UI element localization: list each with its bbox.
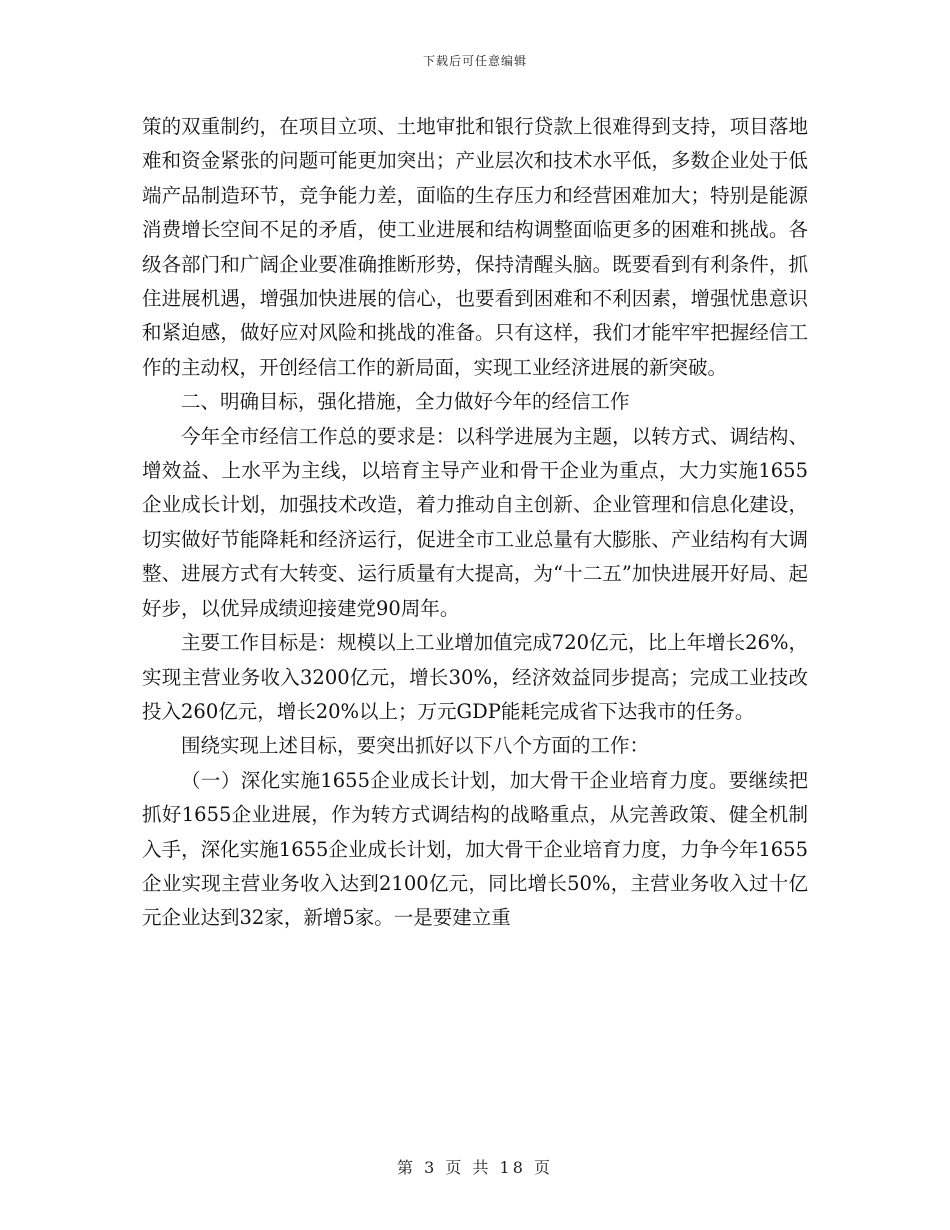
page-header: 下载后可任意编辑 xyxy=(422,54,527,68)
paragraph-main-targets: 主要工作目标是：规模以上工业增加值完成720亿元，比上年增长26%，实现主营业务收入3200亿元，增长30%，经济效益同步提高；完成工业技改投入260亿元，增长20%以上；万元GDP能耗完成省下达我市的任务。 xyxy=(142,631,808,723)
paragraph-task-one: （一）深化实施1655企业成长计划，加大骨干企业培育力度。要继续把抓好1655企业进展，作为转方式调结构的战略重点，从完善政策、健全机制入手，深化实施1655企业成长计划，加大骨干企业培育力度，力争今年1655企业实现主营业务收入达到2100亿元，同比增长50%，主营业务收入过十亿元企业达到32家，新增5家。一是要建立重 xyxy=(142,768,808,930)
paragraph-continuation: 策的双重制约，在项目立项、土地审批和银行贷款上很难得到支持，项目落地难和资金紧张的问题可能更加突出；产业层次和技术水平低，多数企业处于低端产品制造环节，竞争能力差，面临的生存压力和经营困难加大；特别是能源消费增长空间不足的矛盾，使工业进展和结构调整面临更多的困难和挑战。各级各部门和广阔企业要准确推断形势，保持清醒头脑。既要看到有利条件，抓住进展机遇，增强加快进展的信心，也要看到困难和不利因素，增强忧患意识和紧迫感，做好应对风险和挑战的准备。只有这样，我们才能牢牢把握经信工作的主动权，开创经信工作的新局面，实现工业经济进展的新突破。 xyxy=(142,115,808,379)
page-number-footer: 第 3 页 共 18 页 xyxy=(397,1158,553,1177)
paragraph-general-requirements: 今年全市经信工作总的要求是：以科学进展为主题，以转方式、调结构、增效益、上水平为主线，以培育主导产业和骨干企业为重点，大力实施1655企业成长计划，加强技术改造，着力推动自主创新、企业管理和信息化建设，切实做好节能降耗和经济运行，促进全市工业总量有大膨胀、产业结构有大调整、进展方式有大转变、运行质量有大提高，为“十二五”加快进展开好局、起好步，以优异成绩迎接建党90周年。 xyxy=(142,424,808,620)
section-heading: 二、明确目标，强化措施，全力做好今年的经信工作 xyxy=(181,390,630,414)
document-body xyxy=(142,110,808,936)
paragraph-eight-tasks-intro: 围绕实现上述目标，要突出抓好以下八个方面的工作： xyxy=(181,734,650,758)
